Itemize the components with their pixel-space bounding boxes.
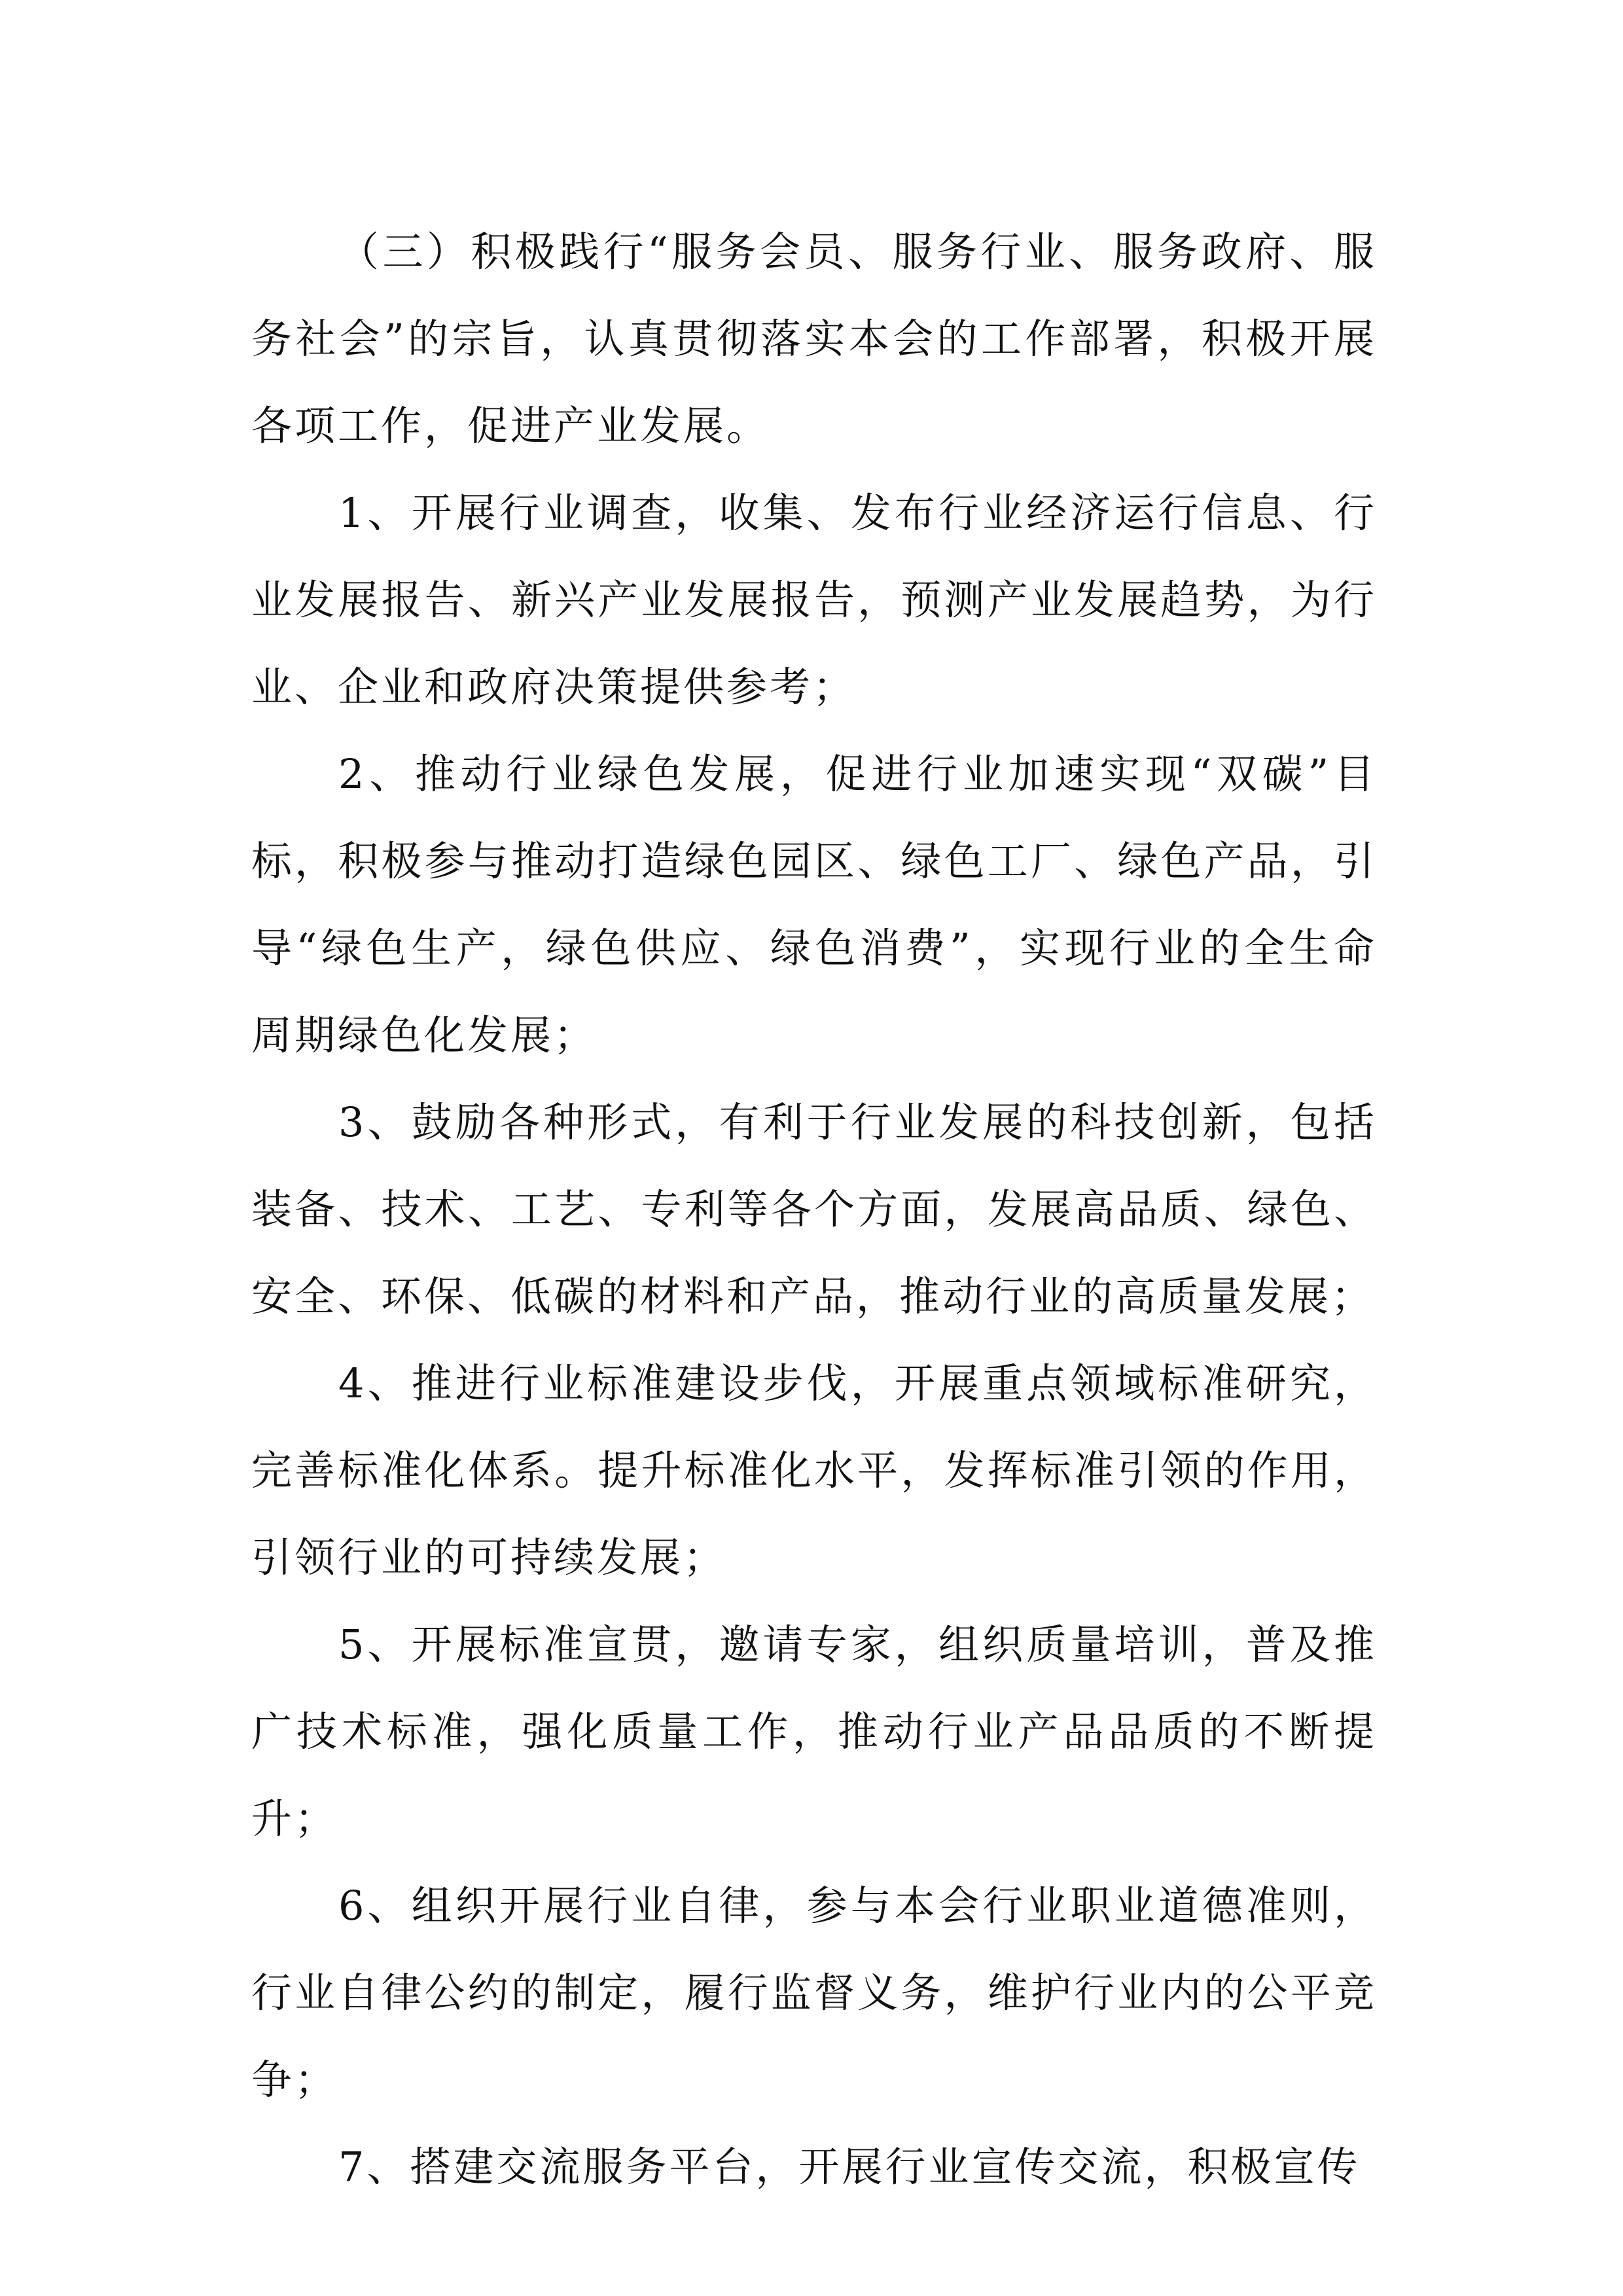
paragraph-item-3: 3、鼓励各种形式，有利于行业发展的科技创新，包括装备、技术、工艺、专利等各个方面，发展高品质、绿色、安全、环保、低碳的材料和产品，推动行业的高质量发展； bbox=[251, 1098, 1377, 1320]
paragraph-section-three: （三）积极践行“服务会员、服务行业、服务政府、服务社会”的宗旨，认真贯彻落实本会的工作部署，积极开展各项工作，促进产业发展。 bbox=[251, 228, 1377, 450]
paragraph-item-1: 1、开展行业调查，收集、发布行业经济运行信息、行业发展报告、新兴产业发展报告，预测产业发展趋势，为行业、企业和政府决策提供参考； bbox=[251, 489, 1377, 711]
document-body bbox=[251, 208, 1377, 2210]
paragraph-item-7: 7、搭建交流服务平台，开展行业宣传交流，积极宣传 bbox=[338, 2143, 1361, 2191]
paragraph-item-4: 4、推进行业标准建设步伐，开展重点领域标准研究，完善标准化体系。提升标准化水平，发挥标准引领的作用，引领行业的可持续发展； bbox=[251, 1359, 1377, 1581]
paragraph-item-2: 2、推动行业绿色发展，促进行业加速实现“双碳”目标，积极参与推动打造绿色园区、绿色工厂、绿色产品，引导“绿色生产，绿色供应、绿色消费”，实现行业的全生命周期绿色化发展； bbox=[251, 750, 1377, 1059]
paragraph-item-5: 5、开展标准宣贯，邀请专家，组织质量培训，普及推广技术标准，强化质量工作，推动行业产品品质的不断提升； bbox=[251, 1621, 1377, 1842]
paragraph-item-6: 6、组织开展行业自律，参与本会行业职业道德准则，行业自律公约的制定，履行监督义务，维护行业内的公平竞争； bbox=[251, 1882, 1377, 2104]
